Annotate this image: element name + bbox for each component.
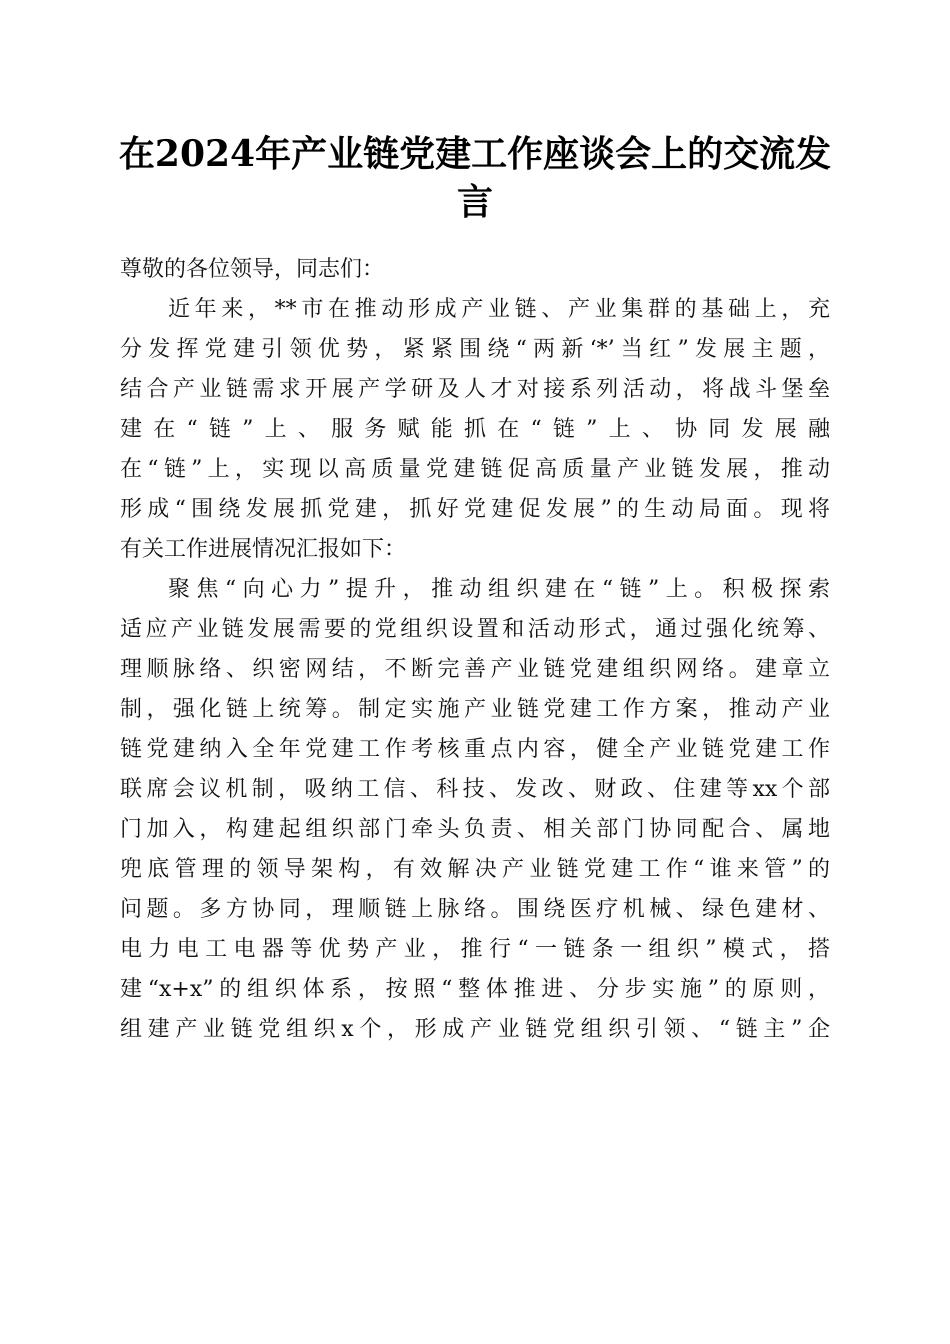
document-title	[110, 130, 840, 226]
paragraph-line: 建在“链”上、服务赋能抓在“链”上、协同发展融	[120, 417, 830, 442]
paragraph-line: 门加入，构建起组织部门牵头负责、相关部门协同配合、属地	[120, 817, 830, 842]
paragraph-line: 结合产业链需求开展产学研及人才对接系列活动，将战斗堡垒	[120, 377, 830, 402]
paragraph-line: 制，强化链上统筹。制定实施产业链党建工作方案，推动产业	[120, 697, 830, 722]
paragraph-line: 形成“围绕发展抓党建，抓好党建促发展”的生动局面。现将	[120, 497, 830, 522]
paragraph-organization	[120, 570, 830, 1050]
paragraph-line: 理顺脉络、织密网结，不断完善产业链党建组织网络。建章立	[120, 657, 830, 682]
paragraph-line: 适应产业链发展需要的党组织设置和活动形式，通过强化统筹、	[120, 617, 830, 642]
paragraph-line: 聚焦“向心力”提升，推动组织建在“链”上。积极探索	[168, 577, 830, 602]
paragraph-line: 在“链”上，实现以高质量党建链促高质量产业链发展，推动	[120, 457, 830, 482]
paragraph-line: 问题。多方协同，理顺链上脉络。围绕医疗机械、绿色建材、	[120, 897, 830, 922]
title-line: 在2024年产业链党建工作座谈会上的交流发	[118, 133, 832, 175]
document-body	[120, 250, 830, 1050]
paragraph-line: 组建产业链党组织x个，形成产业链党组织引领、“链主”企	[120, 1017, 830, 1042]
paragraph-line: 分发挥党建引领优势，紧紧围绕“两新‘*’当红”发展主题，	[120, 337, 830, 362]
paragraph-line: 有关工作进展情况汇报如下：	[120, 537, 407, 562]
salutation: 尊敬的各位领导，同志们：	[120, 257, 385, 282]
paragraph-line: 联席会议机制，吸纳工信、科技、发改、财政、住建等xx个部	[120, 777, 830, 802]
paragraph-line: 电力电工电器等优势产业，推行“一链条一组织”模式，搭	[120, 937, 830, 962]
paragraph-intro	[120, 290, 830, 570]
paragraph-line: 兜底管理的领导架构，有效解决产业链党建工作“谁来管”的	[120, 857, 830, 882]
paragraph-line: 链党建纳入全年党建工作考核重点内容，健全产业链党建工作	[120, 737, 830, 762]
title-line: 言	[456, 181, 493, 223]
paragraph-line: 建“x+x”的组织体系，按照“整体推进、分步实施”的原则，	[120, 977, 830, 1002]
paragraph-line: 近年来，**市在推动形成产业链、产业集群的基础上，充	[168, 297, 830, 322]
